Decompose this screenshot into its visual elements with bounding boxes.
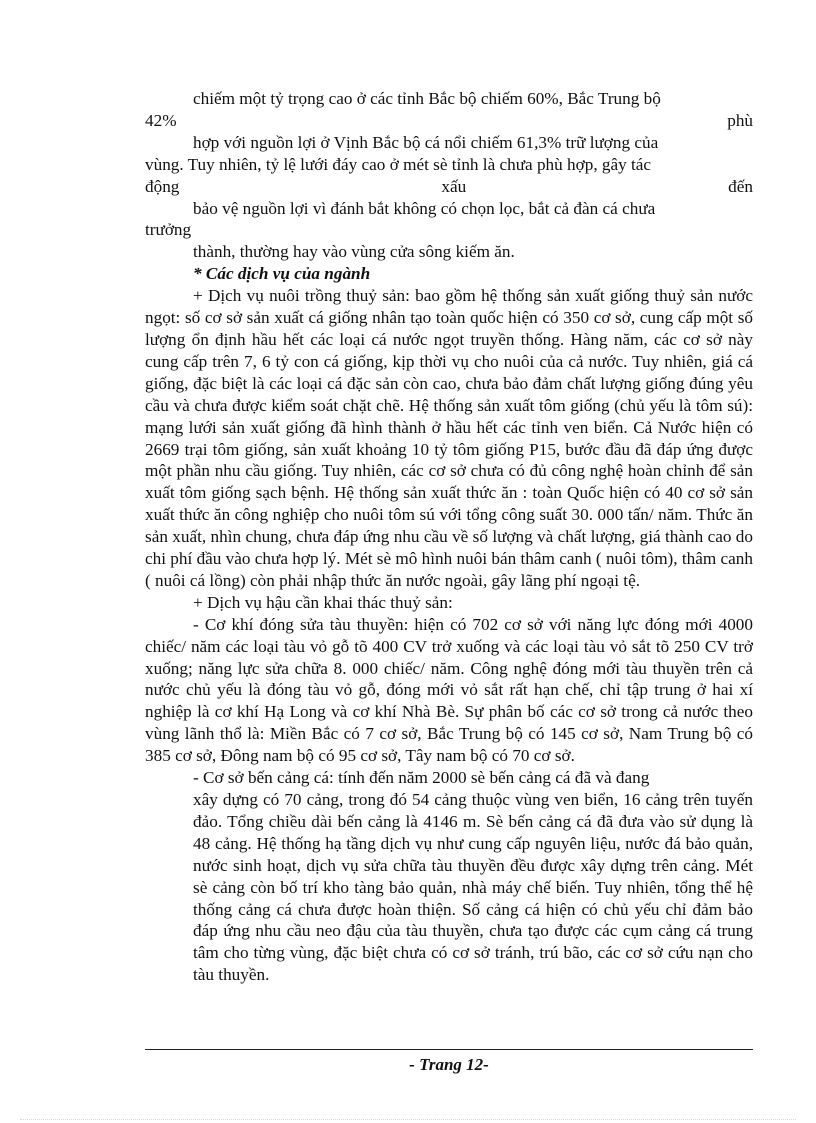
paragraph-line: - Cơ sở bến cảng cá: tính đến năm 2000 sè bến cảng cá đã và đang	[193, 768, 650, 788]
paragraph-line: vùng. Tuy nhiên, tỷ lệ lưới đáy cao ở mét sè tỉnh là chưa phù hợp, gây tác	[145, 154, 652, 174]
paragraph-fishing-ports: xây dựng có 70 cảng, trong đó 54 cảng thuộc vùng ven biển, 16 cảng trên tuyến đảo. Tổng chiều dài bến cảng là 4146 m. Sè bến cảng cá đã đưa vào sử dụng là 48 cảng. Hệ thống hạ tầng dịch vụ như cung cấp nguyên liệu, nước đá bảo quản, nước sinh hoạt, dịch vụ sửa chữa tàu thuyền đều được xây dựng trên cảng. Mét sè cảng còn bố trí kho tàng bảo quản, nhà máy chế biến. Tuy nhiên, tổng thể hệ thống cảng cá chưa được hoàn thiện. Số cảng cá hiện có chủ yếu chỉ đảm bảo đáp ứng nhu cầu neo đậu của tàu thuyền, chưa tạo được các cụm cảng cá trung tâm cho từng vùng, đặc biệt chưa có cơ sở tránh, trú bão, các cơ sở cứu nạn cho tàu thuyền.	[193, 790, 753, 985]
text-fragment: đến	[728, 176, 753, 196]
paragraph-line: hợp với nguồn lợi ở Vịnh Bắc bộ cá nổi chiếm 61,3% trữ lượng của	[193, 132, 659, 152]
section-heading: * Các dịch vụ của ngành	[193, 264, 371, 284]
text-fragment: động	[145, 176, 180, 196]
paragraph-line: trưởng	[145, 220, 192, 240]
paragraph-aquaculture-services: + Dịch vụ nuôi trồng thuỷ sản: bao gồm hệ thống sản xuất giống thuỷ sản nước ngọt: số cơ sở sản xuất cá giống nhân tạo toàn quốc hiện có 350 cơ sở, cung cấp một số lượng ổn định hầu hết các loại cá nước ngọt truyền thống. Hàng năm, các cơ sở này cung cấp trên 7, 6 tỷ con cá giống, kịp thời vụ cho nuôi của cả nước. Tuy nhiên, giá cá giống, đặc biệt là các loại cá đặc sản còn cao, chưa bảo đảm chất lượng giống đúng yêu cầu và chưa được kiểm soát chặt chẽ. Hệ thống sản xuất tôm giống (chủ yếu là tôm sú): mạng lưới sản xuất giống đã hình thành ở hầu hết các tỉnh ven biển. Cả Nước hiện có 2669 trại tôm giống, sản xuất khoảng 10 tỷ tôm giống P15, bước đầu đã đáp ứng được một phần nhu cầu giống. Tuy nhiên, các cơ sở chưa có đủ công nghệ hoàn chỉnh để sản xuất tôm giống sạch bệnh. Hệ thống sản xuất thức ăn : toàn Quốc hiện có 40 cơ sở sản xuất thức ăn công nghiệp cho nuôi tôm sú với tổng công suất 30. 000 tấn/ năm. Thức ăn sản xuất, nhìn chung, chưa đáp ứng nhu cầu về số lượng và chất lượng, giá thành cao do chi phí đầu vào chưa hợp lý. Mét sè mô hình nuôi bán thâm canh ( nuôi tôm), thâm canh ( nuôi cá lồng) còn phải nhập thức ăn nước ngoài, gây lãng phí ngoại tệ.	[145, 286, 753, 590]
text-fragment: xấu	[441, 176, 467, 196]
paragraph-line: chiếm một tỷ trọng cao ở các tỉnh Bắc bộ chiếm 60%, Bắc Trung bộ	[193, 89, 661, 108]
paragraph-line	[145, 176, 753, 198]
footer-divider	[145, 1049, 753, 1050]
paragraph-line	[145, 110, 753, 132]
paragraph-logistics-heading: + Dịch vụ hậu cần khai thác thuỷ sản:	[193, 592, 453, 612]
paragraph-line: thành, thường hay vào vùng cửa sông kiếm ăn.	[193, 242, 515, 262]
page-bottom-border	[20, 1119, 796, 1120]
paragraph-shipbuilding: - Cơ khí đóng sửa tàu thuyền: hiện có 702 cơ sở với năng lực đóng mới 4000 chiếc/ năm các loại tàu vỏ gỗ tõ 400 CV trở xuống và các loại tàu vỏ sắt tõ 250 CV trở xuống; năng lực sửa chữa 8. 000 chiếc/ năm. Công nghệ đóng mới tàu thuyền trên cả nước chủ yếu là đóng tàu vỏ gỗ, đóng mới vỏ sắt rất hạn chế, chỉ tập trung ở hai xí nghiệp là cơ khí Hạ Long và cơ khí Nhà Bè. Sự phân bố các cơ sở trong cả nước theo vùng lãnh thổ là: Miền Bắc có 7 cơ sở, Bắc Trung bộ có 145 cơ sở, Nam Trung bộ có 385 cơ sở, Đông nam bộ có 95 cơ sở, Tây nam bộ có 70 cơ sở.	[145, 614, 753, 766]
paragraph-line: bảo vệ nguồn lợi vì đánh bắt không có chọn lọc, bắt cả đàn cá chưa	[193, 198, 656, 218]
page-body	[145, 88, 753, 986]
page-number: - Trang 12-	[409, 1055, 489, 1074]
text-fragment: 42%	[145, 110, 177, 130]
text-fragment: phù	[727, 110, 753, 130]
